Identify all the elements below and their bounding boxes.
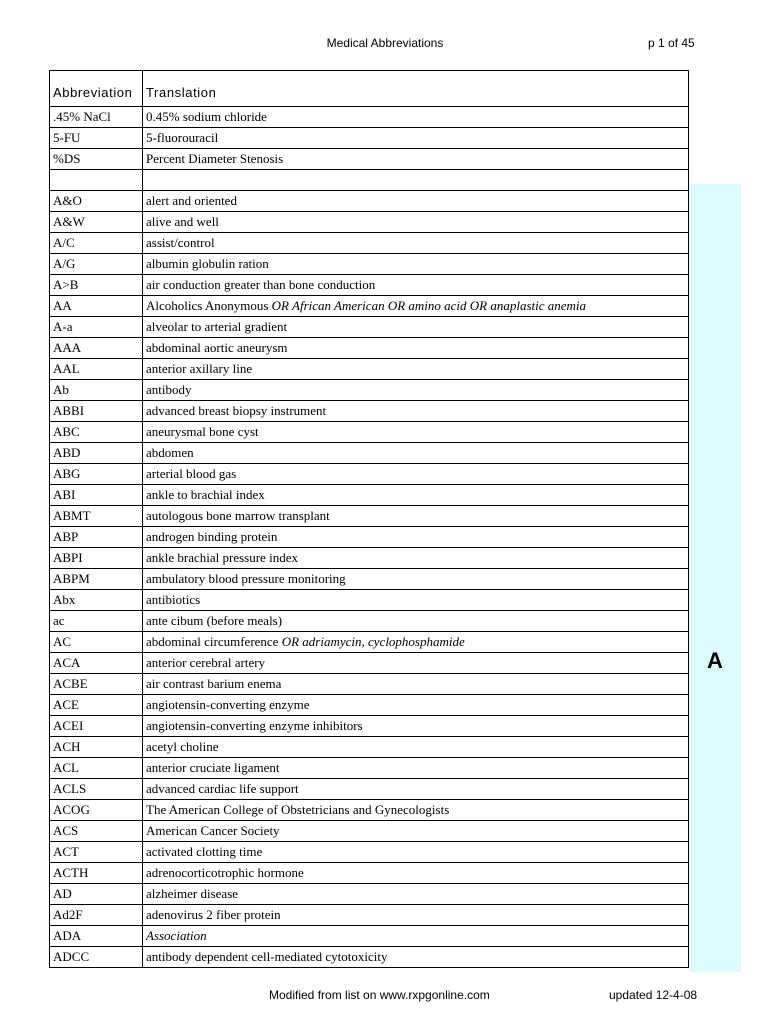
translation-text: American Cancer Society bbox=[146, 823, 280, 838]
abbreviation-cell: .45% NaCl bbox=[50, 107, 143, 128]
table-row bbox=[50, 737, 689, 758]
abbreviation-cell: ABI bbox=[50, 485, 143, 506]
abbreviation-cell: AAL bbox=[50, 359, 143, 380]
abbreviation-cell: ac bbox=[50, 611, 143, 632]
abbreviation-cell: ACH bbox=[50, 737, 143, 758]
translation-cell bbox=[143, 401, 689, 422]
document-title: Medical Abbreviations bbox=[326, 36, 444, 50]
table-row bbox=[50, 569, 689, 590]
table-row bbox=[50, 716, 689, 737]
translation-text: Percent Diameter Stenosis bbox=[146, 151, 284, 166]
table-row bbox=[50, 359, 689, 380]
abbreviation-cell: 5-FU bbox=[50, 128, 143, 149]
translation-text: 0.45% sodium chloride bbox=[146, 109, 267, 124]
translation-cell bbox=[143, 884, 689, 905]
abbreviation-cell: A/C bbox=[50, 233, 143, 254]
table-row bbox=[50, 191, 689, 212]
table-row bbox=[50, 947, 689, 968]
translation-cell bbox=[143, 359, 689, 380]
translation-cell bbox=[143, 548, 689, 569]
abbreviation-cell: ABPI bbox=[50, 548, 143, 569]
translation-cell bbox=[143, 863, 689, 884]
translation-cell bbox=[143, 947, 689, 968]
translation-text: anterior cruciate ligament bbox=[146, 760, 280, 775]
table-row bbox=[50, 296, 689, 317]
translation-text: angiotensin-converting enzyme inhibitors bbox=[146, 718, 363, 733]
abbreviation-cell: A-a bbox=[50, 317, 143, 338]
abbreviation-cell: A>B bbox=[50, 275, 143, 296]
table-row bbox=[50, 254, 689, 275]
translation-text: alzheimer disease bbox=[146, 886, 239, 901]
table-row bbox=[50, 905, 689, 926]
abbreviation-cell: ACBE bbox=[50, 674, 143, 695]
table-row bbox=[50, 212, 689, 233]
abbreviation-cell: ABC bbox=[50, 422, 143, 443]
translation-text: adenovirus 2 fiber protein bbox=[146, 907, 281, 922]
abbreviation-cell: ACS bbox=[50, 821, 143, 842]
translation-text: autologous bone marrow transplant bbox=[146, 508, 330, 523]
translation-text: acetyl choline bbox=[146, 739, 219, 754]
translation-cell bbox=[143, 128, 689, 149]
translation-text: air conduction greater than bone conduction bbox=[146, 277, 376, 292]
table-row bbox=[50, 548, 689, 569]
translation-cell bbox=[143, 737, 689, 758]
translation-cell bbox=[143, 800, 689, 821]
translation-text: arterial blood gas bbox=[146, 466, 237, 481]
table-row bbox=[50, 485, 689, 506]
translation-text: aneurysmal bone cyst bbox=[146, 424, 259, 439]
table-row bbox=[50, 380, 689, 401]
translation-cell bbox=[143, 653, 689, 674]
abbreviation-cell: Abx bbox=[50, 590, 143, 611]
translation-cell bbox=[143, 380, 689, 401]
translation-cell bbox=[143, 107, 689, 128]
table-row bbox=[50, 443, 689, 464]
translation-cell bbox=[143, 233, 689, 254]
abbreviation-cell: Ad2F bbox=[50, 905, 143, 926]
table-row bbox=[50, 800, 689, 821]
translation-cell bbox=[143, 212, 689, 233]
translation-cell bbox=[143, 905, 689, 926]
translation-cell bbox=[143, 485, 689, 506]
table-row bbox=[50, 695, 689, 716]
translation-text: alveolar to arterial gradient bbox=[146, 319, 288, 334]
abbreviation-cell: ABD bbox=[50, 443, 143, 464]
translation-cell bbox=[143, 632, 689, 653]
abbreviation-cell bbox=[50, 170, 143, 191]
table-row bbox=[50, 779, 689, 800]
translation-cell bbox=[143, 422, 689, 443]
translation-text: abdomen bbox=[146, 445, 194, 460]
table-row bbox=[50, 758, 689, 779]
table-row bbox=[50, 275, 689, 296]
translation-cell bbox=[143, 338, 689, 359]
abbreviation-cell: Ab bbox=[50, 380, 143, 401]
abbreviation-cell: ACA bbox=[50, 653, 143, 674]
abbreviation-table bbox=[49, 70, 689, 968]
translation-text: ankle brachial pressure index bbox=[146, 550, 298, 565]
translation-text: anterior axillary line bbox=[146, 361, 253, 376]
translation-cell bbox=[143, 527, 689, 548]
translation-cell bbox=[143, 275, 689, 296]
translation-cell bbox=[143, 191, 689, 212]
translation-text: androgen binding protein bbox=[146, 529, 278, 544]
table-row bbox=[50, 422, 689, 443]
footer-source: Modified from list on www.rxpgonline.com bbox=[269, 988, 490, 1002]
abbreviation-cell: %DS bbox=[50, 149, 143, 170]
translation-text: ambulatory blood pressure monitoring bbox=[146, 571, 346, 586]
table-row bbox=[50, 590, 689, 611]
table-row bbox=[50, 464, 689, 485]
translation-cell bbox=[143, 926, 689, 947]
abbreviation-cell: ABBI bbox=[50, 401, 143, 422]
table-row bbox=[50, 128, 689, 149]
table-row bbox=[50, 401, 689, 422]
abbreviation-cell: ACL bbox=[50, 758, 143, 779]
translation-cell bbox=[143, 443, 689, 464]
abbreviation-cell: ADA bbox=[50, 926, 143, 947]
translation-text: abdominal circumference bbox=[146, 634, 279, 649]
translation-text: ankle to brachial index bbox=[146, 487, 265, 502]
table-row bbox=[50, 926, 689, 947]
section-letter: A bbox=[707, 648, 723, 673]
table-row bbox=[50, 506, 689, 527]
translation-text: activated clotting time bbox=[146, 844, 263, 859]
translation-text: The American College of Obstetricians and Gynecologists bbox=[146, 802, 450, 817]
translation-text: Alcoholics Anonymous bbox=[146, 298, 269, 313]
table-row bbox=[50, 863, 689, 884]
abbreviation-cell: ABP bbox=[50, 527, 143, 548]
translation-text: alive and well bbox=[146, 214, 219, 229]
translation-text: adrenocorticotrophic hormone bbox=[146, 865, 304, 880]
abbreviation-cell: A&O bbox=[50, 191, 143, 212]
translation-text: assist/control bbox=[146, 235, 215, 250]
table-row bbox=[50, 107, 689, 128]
abbreviation-cell: ABG bbox=[50, 464, 143, 485]
translation-text: albumin globulin ration bbox=[146, 256, 269, 271]
abbreviation-cell: A/G bbox=[50, 254, 143, 275]
translation-cell bbox=[143, 590, 689, 611]
abbreviation-cell: ABMT bbox=[50, 506, 143, 527]
table-row bbox=[50, 170, 689, 191]
table-row bbox=[50, 338, 689, 359]
table-row bbox=[50, 527, 689, 548]
translation-text: advanced breast biopsy instrument bbox=[146, 403, 327, 418]
footer-updated: updated 12-4-08 bbox=[609, 988, 698, 1002]
abbreviation-cell: A&W bbox=[50, 212, 143, 233]
translation-text: air contrast barium enema bbox=[146, 676, 282, 691]
table-row bbox=[50, 317, 689, 338]
translation-cell bbox=[143, 821, 689, 842]
table-row bbox=[50, 653, 689, 674]
translation-alternates: Association bbox=[146, 928, 207, 943]
table-row bbox=[50, 233, 689, 254]
table-row bbox=[50, 884, 689, 905]
translation-cell bbox=[143, 842, 689, 863]
translation-text: abdominal aortic aneurysm bbox=[146, 340, 288, 355]
abbreviation-cell: AD bbox=[50, 884, 143, 905]
table-row bbox=[50, 842, 689, 863]
abbreviation-cell: AC bbox=[50, 632, 143, 653]
translation-text: anterior cerebral artery bbox=[146, 655, 266, 670]
abbreviation-cell: ACLS bbox=[50, 779, 143, 800]
table-row bbox=[50, 632, 689, 653]
table-row bbox=[50, 611, 689, 632]
translation-cell bbox=[143, 170, 689, 191]
translation-text: antibody bbox=[146, 382, 192, 397]
translation-cell bbox=[143, 569, 689, 590]
translation-cell bbox=[143, 674, 689, 695]
abbreviation-cell: ACOG bbox=[50, 800, 143, 821]
translation-cell bbox=[143, 296, 689, 317]
table-row bbox=[50, 149, 689, 170]
abbreviation-cell: AA bbox=[50, 296, 143, 317]
translation-text: angiotensin-converting enzyme bbox=[146, 697, 310, 712]
translation-cell bbox=[143, 254, 689, 275]
abbreviation-cell: ACT bbox=[50, 842, 143, 863]
abbreviation-cell: ACTH bbox=[50, 863, 143, 884]
translation-cell bbox=[143, 611, 689, 632]
translation-cell bbox=[143, 506, 689, 527]
abbreviation-cell: ADCC bbox=[50, 947, 143, 968]
translation-text: antibody dependent cell-mediated cytotoxicity bbox=[146, 949, 388, 964]
translation-text: antibiotics bbox=[146, 592, 201, 607]
column-header-translation: Translation bbox=[143, 71, 689, 107]
translation-cell bbox=[143, 779, 689, 800]
translation-alternates: OR African American OR amino acid OR anaplastic anemia bbox=[271, 298, 587, 313]
translation-cell bbox=[143, 149, 689, 170]
translation-cell bbox=[143, 317, 689, 338]
column-header-abbreviation: Abbreviation bbox=[50, 71, 143, 107]
abbreviation-cell: ACEI bbox=[50, 716, 143, 737]
section-tab-band bbox=[689, 184, 741, 972]
translation-cell bbox=[143, 695, 689, 716]
translation-text: alert and oriented bbox=[146, 193, 237, 208]
translation-cell bbox=[143, 464, 689, 485]
table-header-row bbox=[50, 71, 689, 107]
abbreviation-cell: AAA bbox=[50, 338, 143, 359]
translation-cell bbox=[143, 716, 689, 737]
page-number: p 1 of 45 bbox=[648, 36, 695, 50]
translation-text: advanced cardiac life support bbox=[146, 781, 299, 796]
translation-alternates: OR adriamycin, cyclophosphamide bbox=[281, 634, 465, 649]
table-row bbox=[50, 821, 689, 842]
translation-text: 5-fluorouracil bbox=[146, 130, 219, 145]
table-row bbox=[50, 674, 689, 695]
abbreviation-cell: ACE bbox=[50, 695, 143, 716]
translation-cell bbox=[143, 758, 689, 779]
abbreviation-cell: ABPM bbox=[50, 569, 143, 590]
translation-text: ante cibum (before meals) bbox=[146, 613, 283, 628]
